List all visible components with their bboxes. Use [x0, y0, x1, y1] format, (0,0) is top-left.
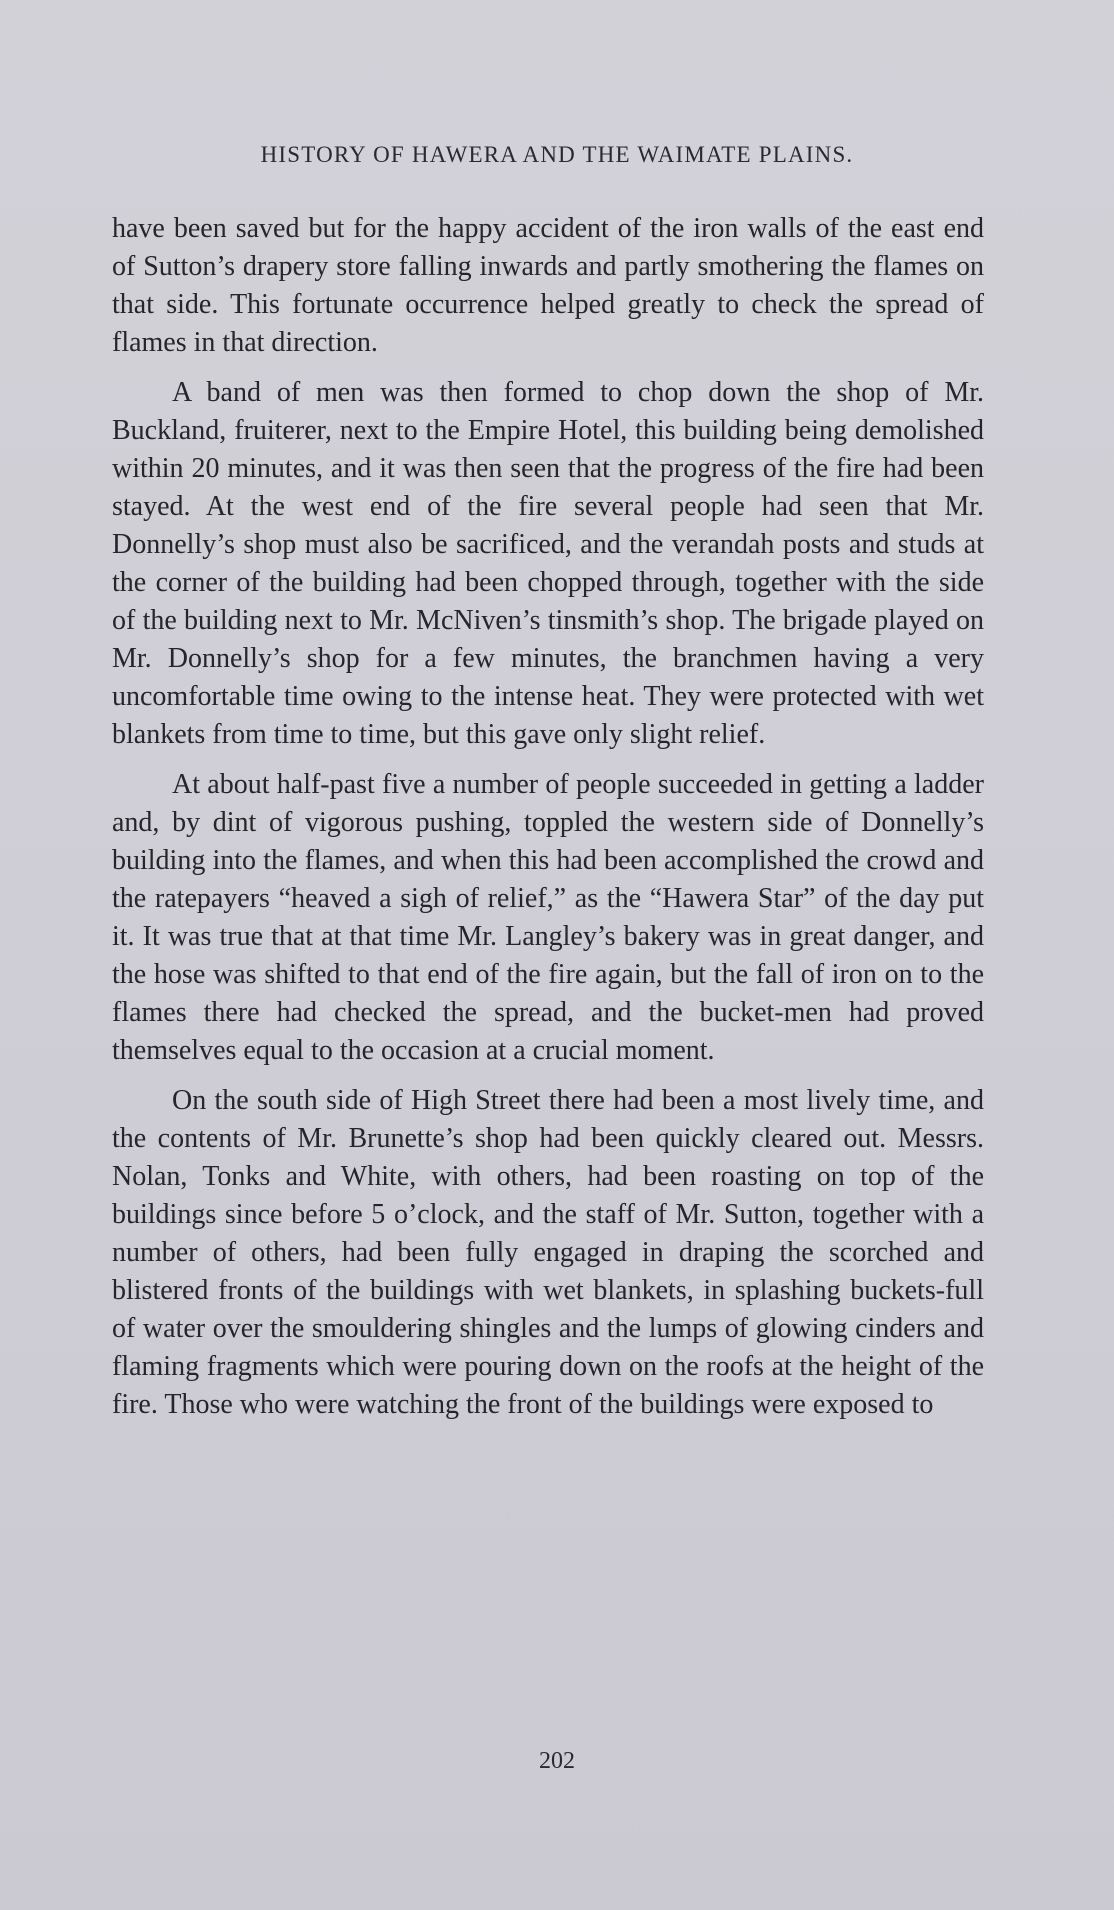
- paragraph-buckland-shop: A band of men was then formed to chop down the shop of Mr. Buckland, fruiterer, next to the Empire Hotel, this building being demolished within 20 minutes, and it was then seen that the progress of the fire had been stayed. At the west end of the fire several people had seen that Mr. Donnelly’s shop must also be sacrificed, and the verandah posts and studs at the corner of the building had been chopped through, together with the side of the building next to Mr. McNiven’s tinsmith’s shop. The brigade played on Mr. Donnelly’s shop for a few minutes, the branchmen having a very uncomfortable time owing to the intense heat. They were protected with wet blankets from time to time, but this gave only slight relief.: [112, 377, 984, 750]
- running-head: HISTORY OF HAWERA AND THE WAIMATE PLAINS.: [260, 142, 854, 167]
- paragraph-south-side: On the south side of High Street there had been a most lively time, and the contents of Mr. Brunette’s shop had been quickly cleared out. Messrs. Nolan, Tonks and White, with others, had been roasting on top of the buildings since before 5 o’clock, and the staff of Mr. Sutton, together with a number of others, had been fully engaged in draping the scorched and blistered fronts of the buildings with wet blankets, in splashing buckets-full of water over the smouldering shingles and the lumps of glowing cinders and flaming fragments which were pouring down on the roofs at the height of the fire. Those who were watching the front of the buildings were exposed to: [112, 1085, 984, 1420]
- paragraph-continued: have been saved but for the happy accident of the iron walls of the east end of Sutton’s drapery store falling inwards and partly smothering the flames on that side. This fortunate occurrence helped greatly to check the spread of flames in that direction.: [112, 213, 984, 358]
- page-number: 202: [539, 1748, 575, 1774]
- body-text: [112, 210, 984, 1436]
- paragraph-donnelly-building: At about half-past five a number of people succeeded in getting a ladder and, by dint of vigorous pushing, toppled the western side of Donnelly’s building into the flames, and when this had been accomplished the crowd and the ratepayers “heaved a sigh of relief,” as the “Hawera Star” of the day put it. It was true that at that time Mr. Langley’s bakery was in great danger, and the hose was shifted to that end of the fire again, but the fall of iron on to the flames there had checked the spread, and the bucket-men had proved themselves equal to the occasion at a crucial moment.: [112, 769, 984, 1066]
